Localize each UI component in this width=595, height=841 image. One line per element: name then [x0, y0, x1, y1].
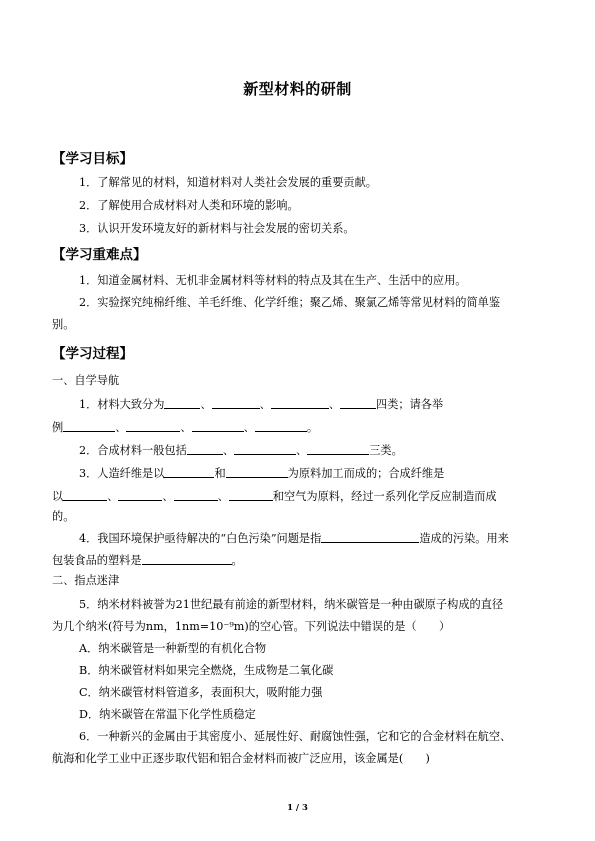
objectives-heading: 【学习目标】 — [52, 151, 133, 167]
process-heading: 【学习过程】 — [52, 346, 133, 362]
objective-item: 2．了解使用合成材料对人类和环境的影响。 — [79, 199, 299, 212]
q4-text: 造成的污染。用来 — [419, 532, 509, 545]
part2-title: 二、指点迷津 — [52, 574, 120, 587]
answer-blank[interactable] — [307, 443, 369, 455]
separator: 、 — [296, 444, 308, 457]
option-c[interactable]: C．纳米碳管材料管道多，表面积大，吸附能力强 — [79, 686, 323, 699]
separator: 、 — [200, 398, 212, 411]
separator: 、 — [222, 444, 235, 457]
answer-blank[interactable] — [340, 397, 376, 409]
key-point-item-continued: 别。 — [52, 318, 75, 331]
answer-blank[interactable] — [271, 397, 329, 409]
option-d[interactable]: D．纳米碳管在常温下化学性质稳定 — [79, 708, 256, 721]
answer-blank[interactable] — [212, 397, 260, 409]
part1-title: 一、自学导航 — [52, 374, 120, 387]
question-3-line2 — [52, 489, 497, 504]
q3-text: 以 — [52, 490, 64, 503]
key-points-heading: 【学习重难点】 — [52, 247, 147, 263]
q3-text: 和 — [214, 467, 226, 480]
objective-item: 1．了解常见的材料，知道材料对人类社会发展的重要贡献。 — [79, 176, 377, 189]
q1-text: 1．材料大致分为 — [79, 398, 165, 411]
answer-blank[interactable] — [118, 489, 162, 501]
q3-text: 为原料加工而成的；合成纤维是 — [287, 467, 445, 480]
separator: 、 — [328, 398, 341, 411]
answer-blank[interactable] — [164, 397, 200, 409]
separator: 、 — [217, 490, 229, 503]
separator: 、 — [180, 421, 192, 434]
answer-blank[interactable] — [164, 466, 214, 478]
answer-blank[interactable] — [229, 489, 273, 501]
key-point-item: 1．知道金属材料、无机非金属材料等材料的特点及其在生产、生活中的应用。 — [79, 274, 467, 287]
answer-blank[interactable] — [63, 489, 107, 501]
question-6-line2: 航海和化学工业中正逐步取代铝和铝合金材料而被广泛应用，该金属是( ) — [52, 752, 430, 765]
key-point-item: 2．实验探究纯棉纤维、羊毛纤维、化学纤维；聚乙烯、聚氯乙烯等常见材料的简单鉴 — [79, 296, 501, 309]
question-3-line1 — [79, 466, 444, 481]
answer-blank[interactable] — [63, 420, 115, 432]
question-1-line2 — [52, 420, 318, 435]
q3-text: 3．人造纤维是以 — [79, 467, 165, 480]
q1-text: 例 — [52, 421, 64, 434]
page-title: 新型材料的研制 — [243, 80, 352, 98]
q3-text: 和空气为原料，经过一系列化学反应制造而成 — [272, 490, 497, 503]
objective-item: 3．认识开发环境友好的新材料与社会发展的密切关系。 — [79, 222, 355, 235]
option-a[interactable]: A．纳米碳管是一种新型的有机化合物 — [79, 642, 267, 655]
page-number: 1 / 3 — [287, 803, 308, 813]
separator: 、 — [259, 398, 271, 411]
q1-text: 四类；请各举 — [376, 398, 444, 411]
q4-text: 4．我国环境保护亟待解决的“白色污染”问题是指 — [79, 532, 322, 545]
answer-blank[interactable] — [174, 489, 218, 501]
question-4-line1 — [79, 531, 509, 546]
answer-blank[interactable] — [187, 443, 223, 455]
q4-text: 。 — [231, 554, 243, 567]
answer-blank[interactable] — [226, 466, 288, 478]
question-6-line1: 6．一种新兴的金属由于其密度小、延展性好、耐腐蚀性强，它和它的合金材料在航空、 — [79, 730, 512, 743]
separator: 、 — [162, 490, 174, 503]
separator: 、 — [115, 421, 127, 434]
answer-blank[interactable] — [234, 443, 296, 455]
q2-text: 三类。 — [369, 444, 403, 457]
answer-blank[interactable] — [255, 420, 307, 432]
answer-blank[interactable] — [126, 420, 180, 432]
answer-blank[interactable] — [192, 420, 244, 432]
question-2 — [79, 443, 403, 458]
q2-text: 2．合成材料一般包括 — [79, 444, 187, 457]
q4-text: 包装食品的塑料是 — [52, 554, 142, 567]
question-3-line3: 的。 — [52, 510, 75, 523]
option-b[interactable]: B．纳米碳管材料如果完全燃烧，生成物是二氧化碳 — [79, 664, 334, 677]
question-1-line1 — [79, 397, 443, 412]
answer-blank[interactable] — [321, 531, 419, 543]
q1-text: 。 — [306, 421, 319, 434]
answer-blank[interactable] — [142, 553, 232, 565]
question-5-line2: 为几个纳米(符号为nm，1nm=10⁻⁹m)的空心管。下列说法中错误的是（ ） — [52, 620, 451, 633]
question-5-line1: 5．纳米材料被誉为21世纪最有前途的新型材料，纳米碳管是一种由碳原子构成的直径 — [79, 598, 504, 611]
separator: 、 — [107, 490, 119, 503]
separator: 、 — [243, 421, 255, 434]
question-4-line2 — [52, 553, 243, 568]
